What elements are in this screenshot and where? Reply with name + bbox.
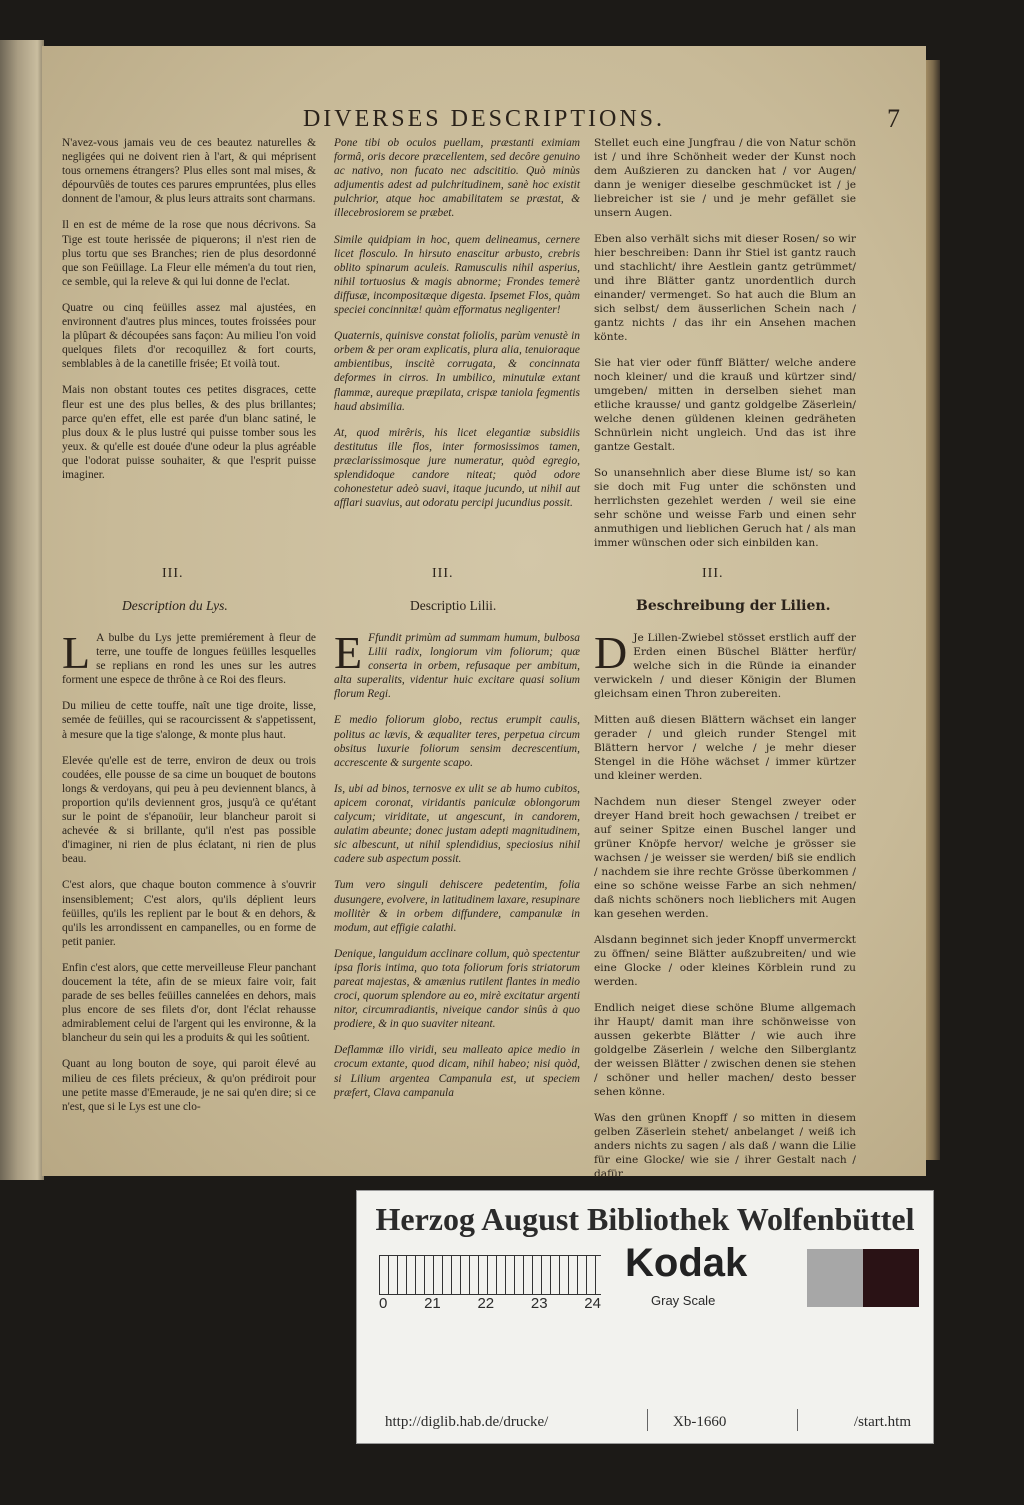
library-color-target (356, 1190, 934, 1444)
paragraph: Simile quidpiam in hoc, quem delineamus, cernere licet flosculo. In hirsuto enascitur arbusto, crebris oblito spinarum aculeis. Ramusculis nihil asperius, nihil tortuosius & magis abnorme; Frondes temerè diffusæ, incompositæque digesta. Ipsemet Flos, quàm speciei concinnitæ! quàm efformatus negligenter! (334, 233, 580, 317)
book-page (42, 46, 926, 1180)
paragraph: Eben also verhält sichs mit dieser Rosen/ so wir hier beschreiben: Dann ihr Stiel ist gantz rauch und stachlicht/ ihre Aestlein gantz getrümmet/ und ihre Blätter gantz unordentlich durch einander/ vermenget. So hat auch die Blum an sich selbst/ dem äusserlichen Schein nach / gantz nichts / das ihr ein Ansehen machen könte. (594, 233, 856, 343)
german-column-bottom (594, 627, 856, 1193)
paragraph: Nachdem nun dieser Stengel zweyer oder dreyer Hand breit hoch gewachsen / treibet er auf seiner Spitze einen Buschel langer und grüner Knöpfe hervor/ welche je grösser sie wachsen / je weisser sie werden/ biß sie endlich / nachdem sie ihre rechte Grösse überkommen / eine so schöne weisse Farbe an sich nehmen/ daß nichts schöners noch lieblichers mit Augen kan gesehen werden. (594, 796, 856, 920)
page-header: DIVERSES DESCRIPTIONS. (302, 106, 666, 132)
divider (797, 1409, 798, 1431)
paragraph: Deflammæ illo viridi, seu malleato apice medio in crocum extante, quod dicam, nihil habeo; nisi quòd, si Lilium argentea Campanula est, ut speciem præfert, Clava campanula (334, 1044, 580, 1099)
shelfmark: Xb-1660 (673, 1414, 727, 1430)
paragraph: Quant au long bouton de soye, qui paroit élevé au milieu de ces filets précieux, & qu'on prédiroit pour une petite masse d'Emeraude, je ne sai qu'en dire; si ce n'est, que si le Lys est une clo- (62, 1058, 316, 1113)
paragraph: Was den grünen Knopff / so mitten in diesem gelben Zäserlein stehet/ anbelanget / weiß ich anders nichts zu sagen / als daß / wann die Lilie für eine Glocke/ wie sie / ihrer Gestalt nach / dafür (594, 1112, 856, 1180)
paragraph: Il en est de méme de la rose que nous décrivons. Sa Tige est toute herissée de piquerons; il n'est rien de plus tortu que ses Branches; rien de plus desordonné que son Feüillage. La Fleur elle mémen'a du tout rien, ce semble, qui la releve & qui lui donne de l'eclat. (62, 219, 316, 288)
latin-column-top (334, 136, 580, 522)
drop-cap: D (594, 627, 628, 678)
ruler-label: 22 (477, 1295, 495, 1312)
section-title-latin: Descriptio Lilii. (410, 598, 497, 613)
paragraph: Elevée qu'elle est de terre, environ de deux ou trois coudées, elle pousse de sa cime un bouquet de boutons longs & verdoyans, qui peu à peu deviennent blancs, à proportion qu'ils deviennent gros, jusqu'à ce qu'étant sur le point de s'épanoüir, leur blancheur paroit si achevée & si brillante, qu'il n'est pas possible d'imaginer, ni rien de plus éclatant, ni rien de plus beau. (62, 754, 316, 866)
drop-cap: L (62, 627, 91, 678)
french-column-top (62, 136, 316, 494)
ruler-label: 23 (530, 1295, 548, 1312)
ruler-label: 21 (424, 1295, 441, 1312)
paragraph: So unansehnlich aber diese Blume ist/ so kan sie doch mit Fug unter die schönsten und herrlichsten gezehlet werden / weil sie eine sehr schöne und weisse Farb und einen sehr anmuthigen und lieblichen Geruch hat / als man immer wünschen oder sich einbilden kan. (594, 467, 856, 549)
drop-cap: E (334, 627, 363, 678)
kodak-logo: Kodak (625, 1241, 748, 1285)
section-numeral-french: III. (162, 566, 184, 581)
library-name: Herzog August Bibliothek Wolfenbüttel (375, 1201, 915, 1237)
paragraph: C'est alors, que chaque bouton commence à s'ouvrir insensiblement; C'est alors, qu'ils déplient leurs feüilles, qu'ils les replient par le bout & en dehors, & qu'ils les arrondissent en campanelles, ou en forme de petit panier. (62, 879, 316, 948)
paragraph: Je Lillen-Zwiebel stösset erstlich auff der Erden einen Büschel Blätter herfür/ welche sich in die Ründe ia einander verwickeln / und dieser Königin der Blumen gleichsam einen Thron zubereiten. (594, 632, 856, 700)
paragraph: N'avez-vous jamais veu de ces beautez naturelles & negligées qui ne doivent rien à l'art, & qui méprisent tous ornemens étrangers? Plus elles sont mal mises, & dépourvûës de toutes ces parures empruntées, plus elles donnent de l'amour, & plus leurs attraits sont charmans. (62, 137, 316, 206)
paragraph: Denique, languidum acclinare collum, quò spectentur ipsa floris intima, quo tota foliorum foris striatorum pareat majestas, & amænius rutilent flantes in medio croci, quorum splendore au eo, mirè excitatur argenti nitor, circumradiantis, niveique candor sinûs à quo prodiere, & in quo suaviter niteant. (334, 947, 580, 1031)
paragraph: Quaternis, quinisve constat foliolis, parùm venustè in orbem & per oram explicatis, plura alia, tenuioraque ambientibus, inscitè corrugata, & concinnata deformes in cirros. In umbilico, minutulæ extant flammæ, aureque præpilata, crispæ taniola fegmentis haud absimilia. (334, 330, 580, 413)
ruler-labels (379, 1295, 601, 1312)
measurement-ruler (379, 1255, 601, 1295)
paragraph: E medio foliorum globo, rectus erumpit caulis, politus ac lævis, & æqualiter teres, perpetua circum obsitus luxurie foliorum sensim decrescentium, accrescente & surgente scapo. (334, 714, 580, 769)
paragraph: Tum vero singuli dehiscere pedetentim, folia dusungere, evolvere, in latitudinem laxare, resupinare mollitèr & in orbem diffundere, campanulæ in modum, aut effigie calathi. (334, 879, 580, 934)
divider (647, 1409, 648, 1431)
paragraph: Sie hat vier oder fünff Blätter/ welche andere noch kleiner/ und die krauß und kürtzer sind/ umgeben/ mitten in derselben siehet man etliche krausse/ und gantz goldgelbe Zäserlein/ welche denen güldenen kleinen gedräheten Schnürlein nicht ungleich. Und das ist ihre gantze Gestalt. (594, 357, 856, 453)
french-column-bottom (62, 627, 316, 1126)
ruler-label: 24 (584, 1295, 601, 1312)
gray-scale-label: Gray Scale (651, 1293, 716, 1308)
paragraph: Alsdann beginnet sich jeder Knopff unvermerckt zu öffnen/ seine Blätter außzubreiten/ und wie eine Glocke / oder kleines Körblein rund zu werden. (594, 934, 856, 988)
dark-swatch (863, 1249, 919, 1307)
section-numeral-latin: III. (432, 566, 454, 581)
source-url: http://diglib.hab.de/drucke/ (385, 1414, 549, 1430)
paragraph: Stellet euch eine Jungfrau / die von Natur schön ist / und ihre Schönheit weder der Kunst noch dem Außzieren zu dancken hat / vor Augen/ dann je weniger dieselbe geschmücket ist / je liebreicher ist sie / und je mehr gefället sie unsern Augen. (594, 137, 856, 219)
german-column-top (594, 136, 856, 562)
section-title-french: Description du Lys. (122, 598, 228, 613)
latin-column-bottom (334, 627, 580, 1112)
gray-swatch (807, 1249, 863, 1307)
paragraph: At, quod mirêris, his licet elegantiæ subsidiis destitutus ille flos, inter formosissimos tamen, præclarissimosque jure numeratur, quòd egregio, splendidoque candore niteat; quòd odore cohonestetur adeò suavi, itaque jucundo, ut nihil aut afflari suavius, aut odoratu percipi jucundius possit. (334, 426, 580, 510)
paragraph: Pone tibi ob oculos puellam, præstanti eximiam formâ, oris decore præcellentem, sed decôre genuino ac nativo, non fucato nec adscititio. Quò minùs adjumentis adest ad pulchritudinem, sanè hoc existit pulchrior, atque hoc amabilitatem se præstat, & illecebrosiorem se præbet. (334, 137, 580, 220)
page-number: 7 (887, 104, 900, 133)
paragraph: Mitten auß diesen Blättern wächset ein langer gerader / und gleich runder Stengel mit Blättern hervor / welche / je mehr dieser Stengel in die Höhe wächset / immer kürtzer und kleiner werden. (594, 714, 856, 782)
paragraph: A bulbe du Lys jette premiérement à fleur de terre, une touffe de longues feüilles lesquelles se replians en rond les unes sur les autres forment une espece de thrône à ce Roi des fleurs. (62, 632, 316, 687)
paragraph: Ffundit primùm ad summam humum, bulbosa Lilii radix, longiorum vim foliorum; quæ conserta in orbem, refusaque per ambitum, alta superalits, videntur huic excitare quasi solium florum Regi. (334, 632, 580, 701)
paragraph: Enfin c'est alors, que cette merveilleuse Fleur panchant doucement la téte, afin de se mieux faire voir, fait parade de ses belles feüilles cannelées en dehors, mais plus encore de ses filets d'or, dont l'éclat rehausse admirablement celui de l'argent qui les environne, & la blancheur du sein qui les a produits & qui les soûtient. (62, 961, 316, 1045)
ruler-label: 0 (379, 1295, 388, 1312)
section-title-german: Beschreibung der Lilien. (636, 598, 831, 614)
section-numeral-german: III. (702, 566, 724, 581)
paragraph: Quatre ou cinq feüilles assez mal ajustées, en environnent d'autres plus minces, toutes froissées pour la plûpart & découpées sans façon: Au milieu l'on void quelques filets d'or recoquillez & fort courts, semblables à de la canetille frisée; Et voilà tout. (62, 301, 316, 371)
paragraph: Endlich neiget diese schöne Blume allgemach ihr Haupt/ damit man ihre schönweisse von aussen gekerbte Blätter / wie auch ihre goldgelbe Zäserlein / welche den Silberglantz der weissen Blätter / zwischen denen sie stehen / schöner und heller machen/ desto besser sehen könne. (594, 1002, 856, 1098)
paragraph: Du milieu de cette touffe, naît une tige droite, lisse, semée de feüilles, qui se racourcissent & s'appetissent, à mesure que la tige s'alonge, & monte plus haut. (62, 700, 316, 741)
paragraph: Is, ubi ad binos, ternosve ex ulit se ab humo cubitos, apicem coronat, viridantis paniculæ oblongorum calycum; viriditate, ut angescunt, in candorem, aulatim abeunte; donec justam adepti magnitudinem, sic albescunt, ut nihil splendidius, speciosius nihil cadere sub aspectum possit. (334, 782, 580, 866)
page-fore-edge (926, 60, 940, 1160)
start-page-path: /start.htm (853, 1414, 911, 1430)
paragraph: Mais non obstant toutes ces petites disgraces, cette fleur est une des plus belles, & des plus brillantes; parce qu'en effet, elle est parée d'un blanc satiné, le plus doux & le plus lustré qui puisse tomber sous les yeux. & qu'elle est douée d'une odeur la plus agréable que l'odorat puisse souhaiter, & que l'esprit puisse imaginer. (62, 384, 316, 481)
adjacent-page-edge (0, 40, 44, 1180)
